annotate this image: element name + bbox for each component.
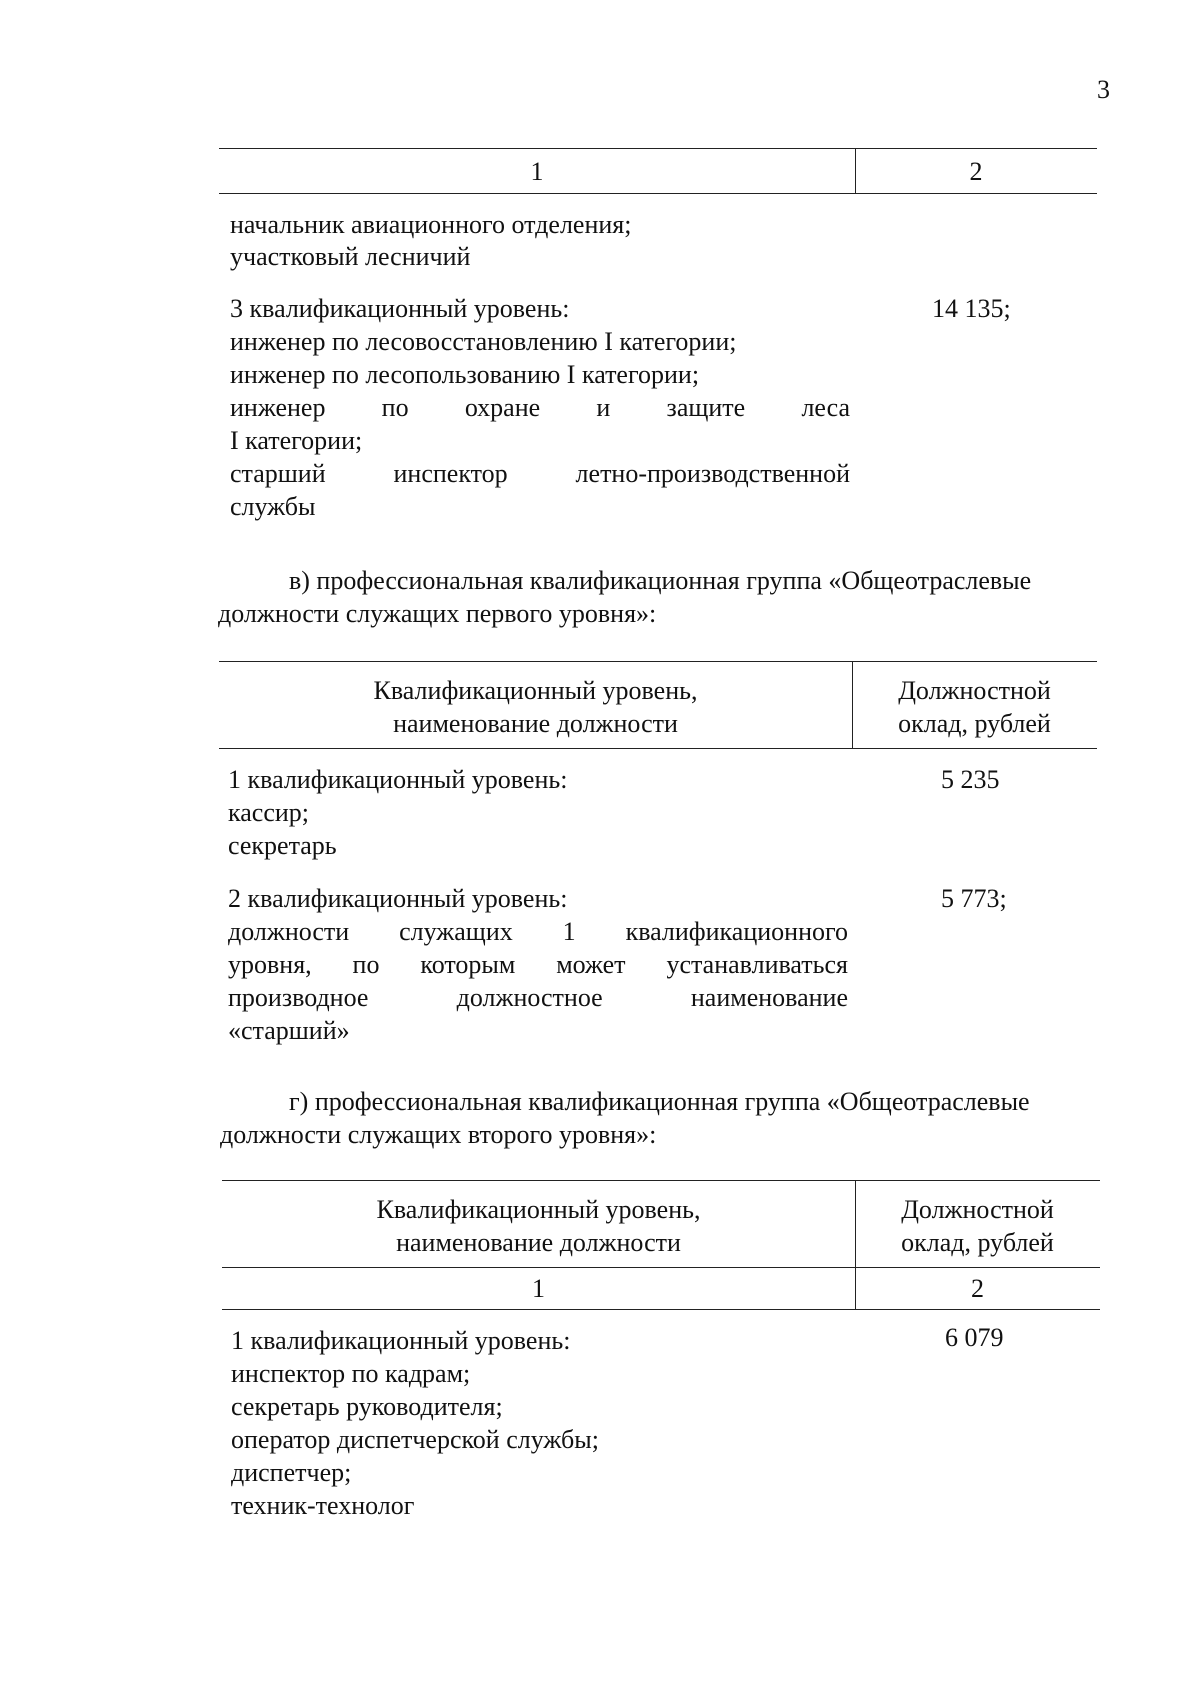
table-b-top-rule <box>219 661 1097 662</box>
table-b-level2-line: «старший» <box>228 1016 350 1045</box>
table-c-header-col2-l2: оклад, рублей <box>901 1228 1054 1257</box>
table-c-top-rule <box>222 1180 1100 1181</box>
table-a-header-rule <box>219 193 1097 194</box>
section-g-line2: должности служащих второго уровня»: <box>220 1120 657 1149</box>
table-a-header-col1: 1 <box>530 157 544 186</box>
table-c-header-col2-l1: Должностной <box>901 1195 1054 1224</box>
table-b-header-col2-l1: Должностной <box>898 676 1051 705</box>
table-b-level2-line: должности служащих 1 квалификационного <box>228 917 848 946</box>
table-c-level1-line: секретарь руководителя; <box>231 1392 503 1421</box>
table-c-num-rule <box>222 1309 1100 1310</box>
table-c-level1-title: 1 квалификационный уровень: <box>231 1326 571 1355</box>
section-v-line2: должности служащих первого уровня»: <box>218 599 657 628</box>
table-b-level1-line: секретарь <box>228 831 337 860</box>
table-a-level3-title: 3 квалификационный уровень: <box>230 294 570 323</box>
table-a-level3-line: I категории; <box>230 426 363 455</box>
table-b-level1-title: 1 квалификационный уровень: <box>228 765 568 794</box>
table-b-level2-title: 2 квалификационный уровень: <box>228 884 568 913</box>
table-c-num-col2: 2 <box>971 1274 984 1303</box>
table-b-level1-salary: 5 235 <box>941 765 1000 794</box>
table-c-level1-line: диспетчер; <box>231 1458 352 1487</box>
table-a-level3-salary: 14 135; <box>932 294 1011 323</box>
section-v-line1: в) профессиональная квалификационная группа «Общеотраслевые <box>289 566 1032 595</box>
table-b-header-col1-l2: наименование должности <box>393 709 678 738</box>
table-b-header-col1-l1: Квалификационный уровень, <box>373 676 698 705</box>
page-number: 3 <box>1097 75 1110 104</box>
table-a-header-col2: 2 <box>969 157 983 186</box>
table-c-level1-line: техник-технолог <box>231 1491 415 1520</box>
table-b-level2-line: уровня, по которым может устанавливаться <box>228 950 848 979</box>
table-c-header-col1-l1: Квалификационный уровень, <box>376 1195 701 1224</box>
table-a-cont-line: участковый лесничий <box>230 242 471 271</box>
table-c-header-rule <box>222 1267 1100 1268</box>
table-c-header-col1-l2: наименование должности <box>396 1228 681 1257</box>
table-c-level1-line: оператор диспетчерской службы; <box>231 1425 599 1454</box>
table-b-level1-line: кассир; <box>228 798 309 827</box>
table-a-level3-line: службы <box>230 492 316 521</box>
table-b-level2-salary: 5 773; <box>941 884 1007 913</box>
table-b-header-rule <box>219 748 1097 749</box>
section-g-line1: г) профессиональная квалификационная группа «Общеотраслевые <box>289 1087 1030 1116</box>
table-a-level3-line: инженер по лесовосстановлению I категории; <box>230 327 737 356</box>
table-c-level1-salary: 6 079 <box>945 1323 1004 1352</box>
table-c-level1-line: инспектор по кадрам; <box>231 1359 471 1388</box>
table-a-level3-line: инженер по охране и защите леса <box>230 393 850 422</box>
table-a-cont-line: начальник авиационного отделения; <box>230 210 632 239</box>
table-b-header-col2-l2: оклад, рублей <box>898 709 1051 738</box>
table-c-num-col1: 1 <box>532 1274 545 1303</box>
table-a-level3-line: инженер по лесопользованию I категории; <box>230 360 700 389</box>
table-a-top-rule <box>219 148 1097 149</box>
table-a-level3-line: старший инспектор летно-производственной <box>230 459 850 488</box>
table-b-level2-line: производное должностное наименование <box>228 983 848 1012</box>
